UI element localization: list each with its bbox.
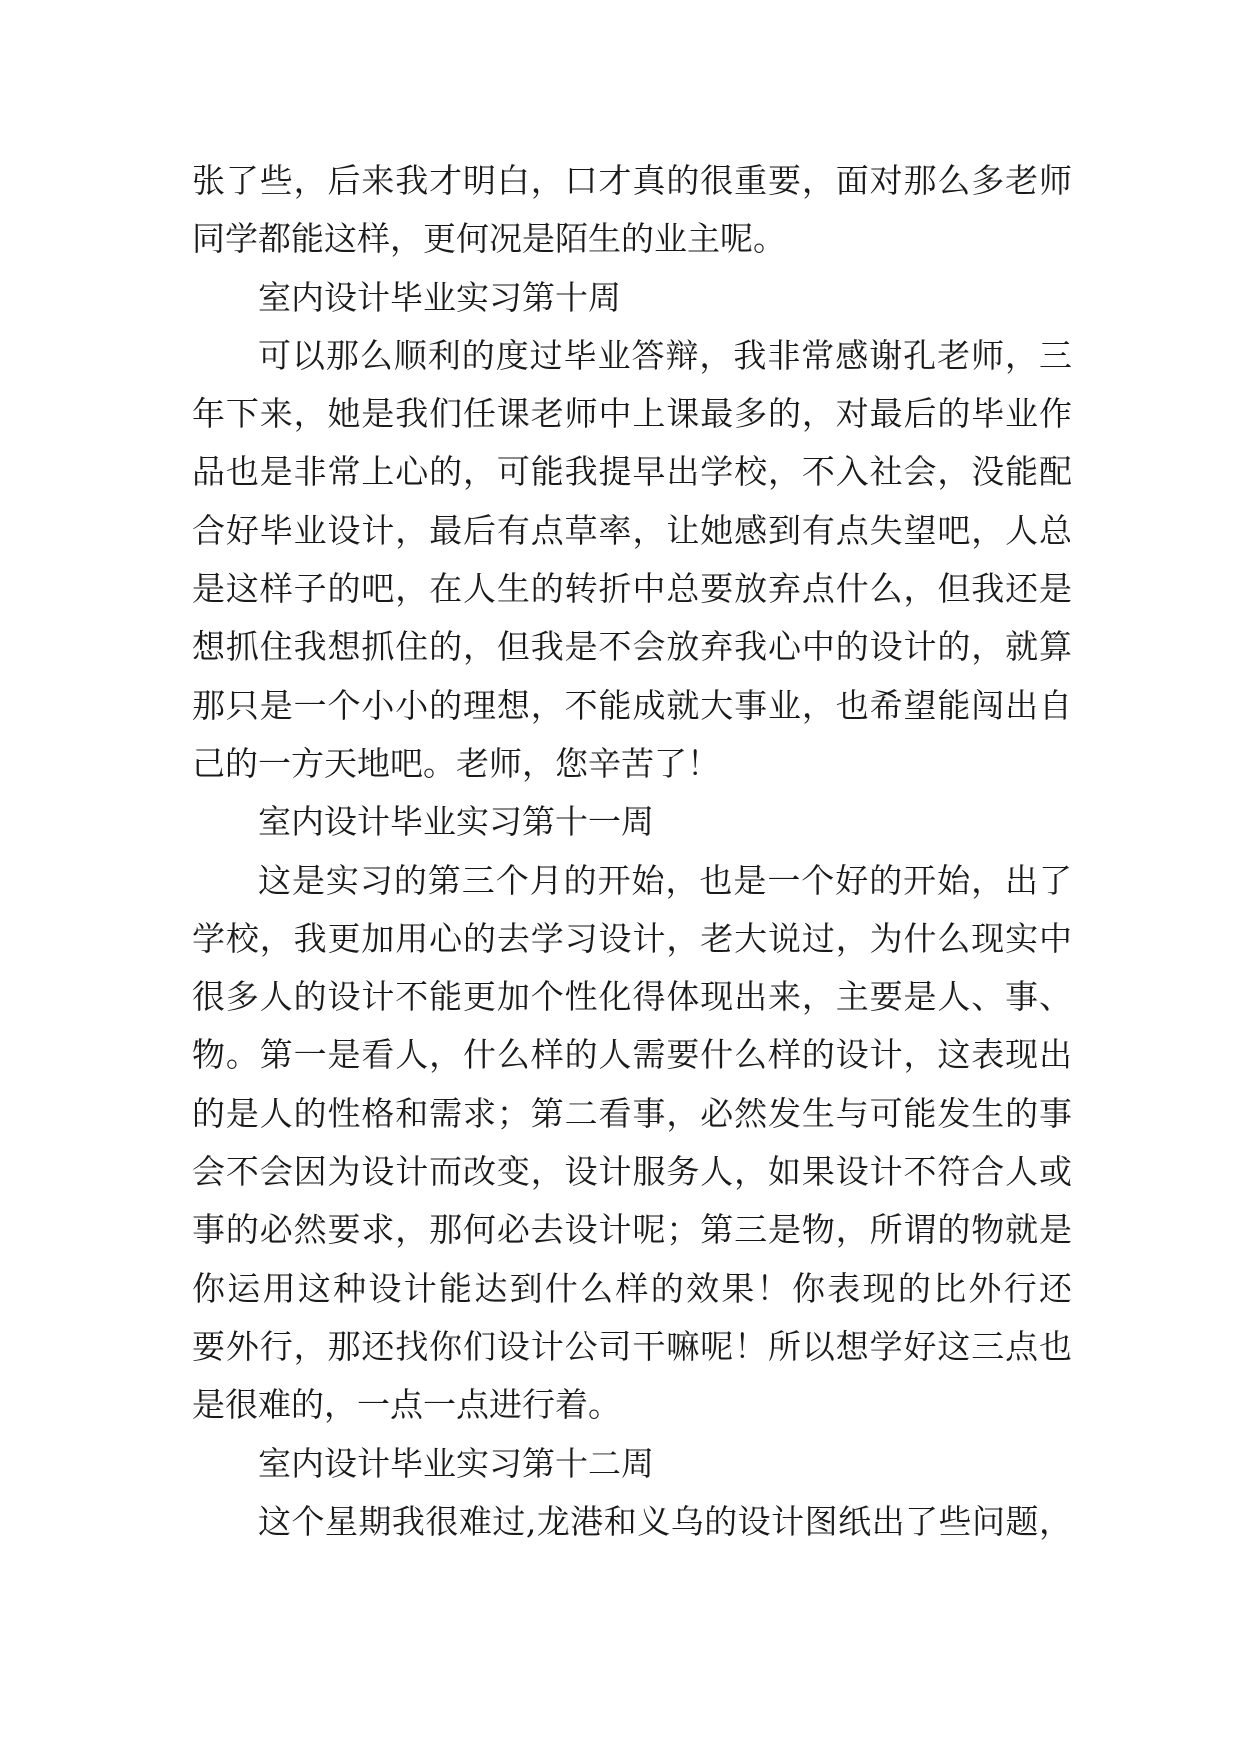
text-line: 会不会因为设计而改变，设计服务人，如果设计不符合人或 (192, 1152, 1072, 1192)
section-heading: 室内设计毕业实习第十周 (258, 277, 621, 317)
paragraph-first-line: 可以那么顺利的度过毕业答辩，我非常感谢孔老师，三 (258, 335, 1072, 375)
text-line: 要外行，那还找你们设计公司干嘛呢！所以想学好这三点也 (192, 1326, 1072, 1366)
text-line: 品也是非常上心的，可能我提早出学校，不入社会，没能配 (192, 452, 1072, 492)
text-line: 的是人的性格和需求；第二看事，必然发生与可能发生的事 (192, 1093, 1072, 1133)
text-line: 是很难的，一点一点进行着。 (192, 1385, 621, 1425)
section-heading: 室内设计毕业实习第十一周 (258, 802, 654, 842)
paragraph-first-line: 这个星期我很难过,龙港和义乌的设计图纸出了些问题， (258, 1501, 1072, 1541)
text-line: 你运用这种设计能达到什么样的效果！你表现的比外行还 (192, 1268, 1072, 1308)
text-line: 是这样子的吧，在人生的转折中总要放弃点什么，但我还是 (192, 569, 1072, 609)
text-line: 事的必然要求，那何必去设计呢；第三是物，所谓的物就是 (192, 1210, 1072, 1250)
paragraph-first-line: 这是实习的第三个月的开始，也是一个好的开始，出了 (258, 860, 1072, 900)
text-line: 想抓住我想抓住的，但我是不会放弃我心中的设计的，就算 (192, 627, 1072, 667)
text-line: 物。第一是看人，什么样的人需要什么样的设计，这表现出 (192, 1035, 1072, 1075)
text-line: 那只是一个小小的理想，不能成就大事业，也希望能闯出自 (192, 685, 1072, 725)
text-line: 己的一方天地吧。老师，您辛苦了！ (192, 743, 720, 783)
document-body (192, 152, 1072, 1551)
text-line: 张了些，后来我才明白，口才真的很重要，面对那么多老师 (192, 161, 1072, 200)
text-line: 合好毕业设计，最后有点草率，让她感到有点失望吧，人总 (192, 510, 1072, 550)
text-line: 学校，我更加用心的去学习设计，老大说过，为什么现实中 (192, 918, 1072, 958)
text-line: 年下来，她是我们任课老师中上课最多的，对最后的毕业作 (192, 394, 1072, 434)
text-line: 同学都能这样，更何况是陌生的业主呢。 (192, 219, 786, 259)
text-line: 很多人的设计不能更加个性化得体现出来，主要是人、事、 (192, 977, 1072, 1017)
section-heading: 室内设计毕业实习第十二周 (258, 1443, 654, 1483)
